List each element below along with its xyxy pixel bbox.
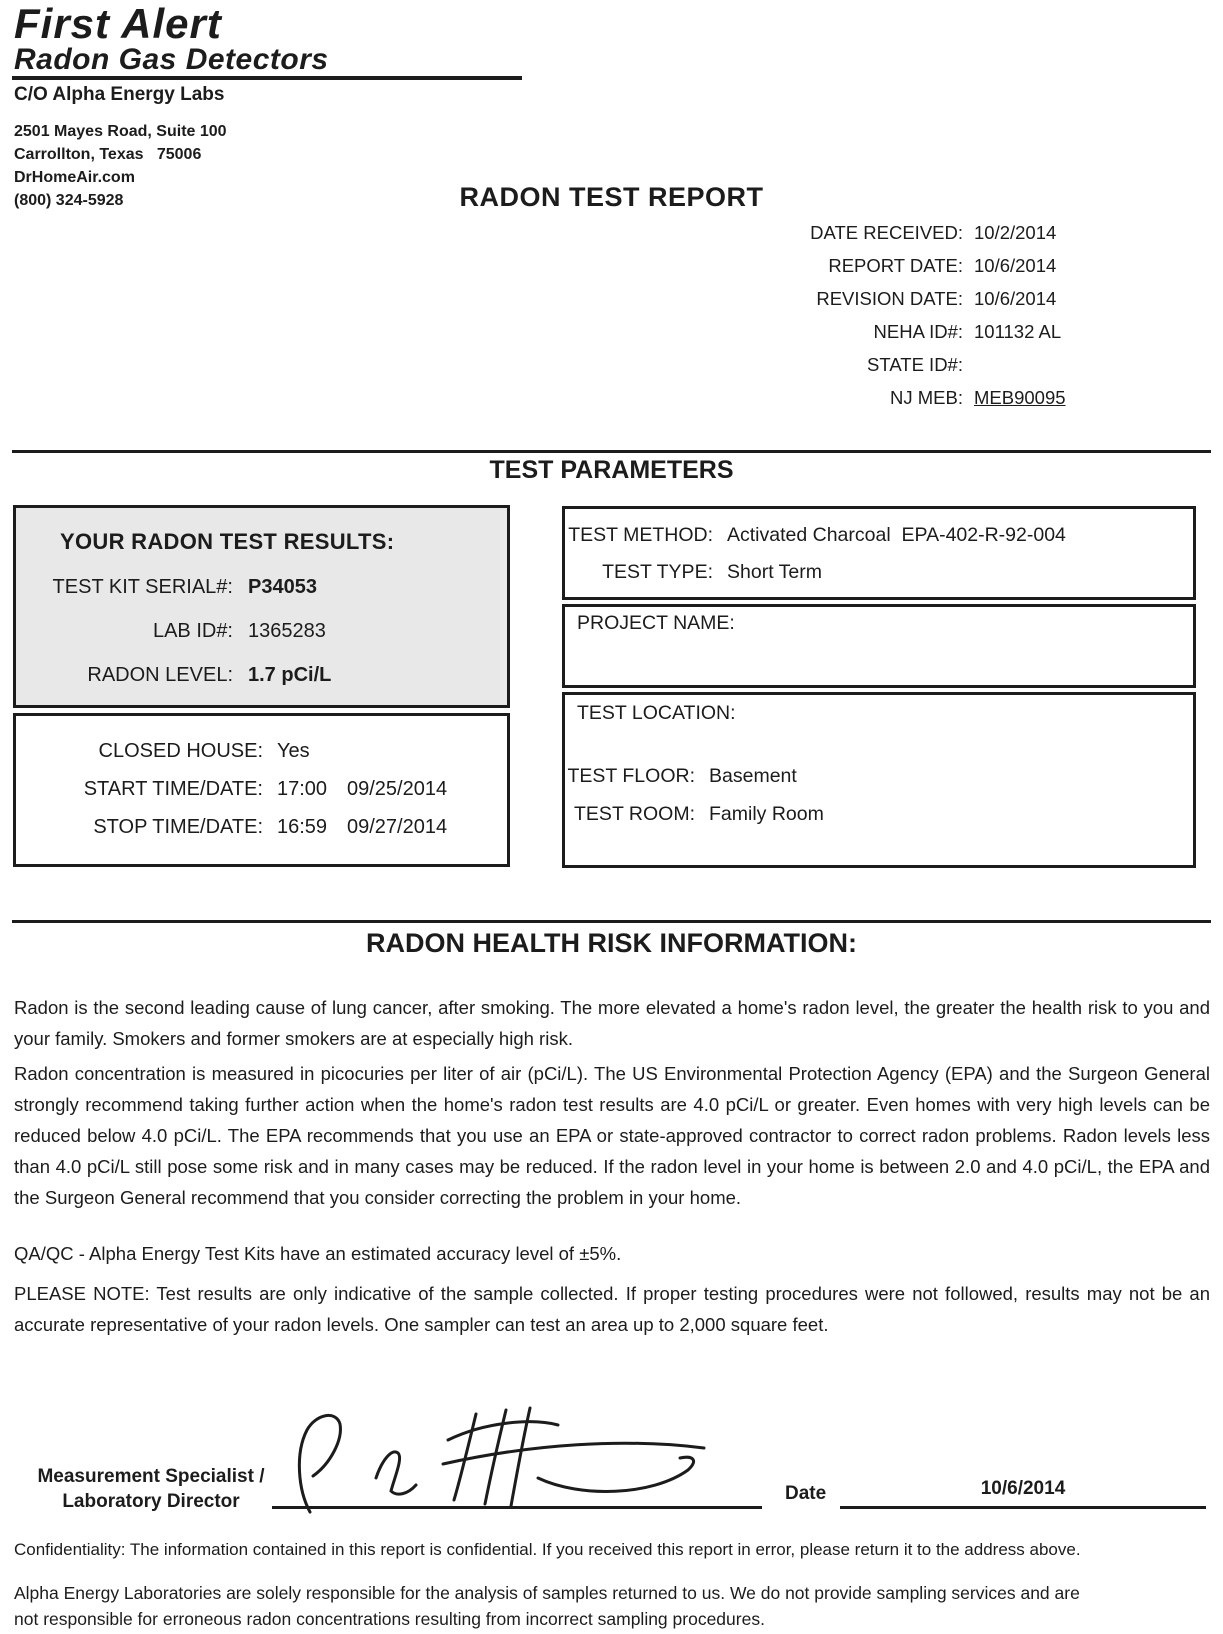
field-value: P34053 [248,576,317,598]
report-meta-block [640,222,1204,420]
field-value: 16:59 [277,816,328,838]
care-of-line: C/O Alpha Energy Labs [14,84,225,105]
field-label: TEST ROOM: [574,803,695,825]
meta-row-neha-id [640,321,1204,354]
row-test-type [565,561,1193,584]
test-method-box [562,506,1196,600]
page-title: RADON TEST REPORT [459,182,764,212]
field-value: Basement [709,765,797,787]
address-line-2: Carrollton, Texas 75006 [14,146,202,163]
location-rows [565,765,1193,826]
row-lab-id [16,620,507,643]
brand-name: First Alert [14,0,222,47]
meta-label: DATE RECEIVED: [810,222,963,243]
field-label: TEST METHOD: [568,524,713,546]
method-rows [565,524,1193,584]
meta-label: NEHA ID#: [873,321,963,342]
brand-block [14,2,329,76]
row-test-kit-serial [16,576,507,599]
field-label: TEST TYPE: [602,561,713,583]
meta-value: 10/6/2014 [974,288,1057,309]
field-label: CLOSED HOUSE: [98,740,263,762]
test-location-box [562,692,1196,868]
brand-divider [12,76,522,80]
row-start-time-date [16,778,507,801]
row-radon-level [16,664,507,687]
qaqc-statement: QA/QC - Alpha Energy Test Kits have an estimated accuracy level of ±5%. [14,1243,622,1264]
field-value: Short Term [727,561,823,583]
section-divider [12,450,1211,453]
section-title-health-risk: RADON HEALTH RISK INFORMATION: [366,928,857,958]
test-timing-box [13,713,510,867]
row-stop-time-date [16,816,507,839]
signer-role-line-2: Laboratory Director [62,1491,240,1512]
date-line [840,1506,1206,1509]
meta-row-report-date [640,255,1204,288]
field-label: TEST FLOOR: [567,765,695,787]
project-name-box [562,604,1196,688]
row-test-method [565,524,1193,547]
meta-value: MEB90095 [974,387,1066,408]
field-value-2: 09/25/2014 [347,778,448,800]
meta-row-revision-date [640,288,1204,321]
field-value: 17:00 [277,778,328,800]
health-risk-paragraph-2: Radon concentration is measured in picocuries per liter of air (pCi/L). The US Environmental Protection Agency (EPA) and the Surgeon General strongly recommend taking further action when the home's radon test results are 4.0 pCi/L or greater. Even homes with very high levels can be reduced below 4.0 pCi/L. The EPA recommends that you use an EPA or state-approved contractor to correct radon problems. Radon levels less than 4.0 pCi/L still pose some risk and in many cases may be reduced. If the radon level in your home is between 2.0 and 4.0 pCi/L, the EPA and the Surgeon General recommend that you consider correcting the problem in your home. [14,1063,1210,1208]
field-value: 1365283 [248,620,326,642]
signature-line [272,1506,762,1509]
field-value-2: 09/27/2014 [347,816,448,838]
field-value: Family Room [709,803,824,825]
field-label: RADON LEVEL: [87,664,233,686]
signature-date-value: 10/6/2014 [980,1478,1066,1499]
signature-handwriting [280,1398,750,1516]
row-closed-house [16,740,507,763]
meta-value: 101132 AL [974,321,1062,342]
field-label: LAB ID#: [152,620,233,642]
meta-value: 10/2/2014 [974,222,1057,243]
lab-disclaimer: Alpha Energy Laboratories are solely responsible for the analysis of samples returned to us. We do not provide sampling services and are not responsible for erroneous radon concentrations resulting from incorrect sampling procedures. [14,1583,1080,1629]
meta-label: STATE ID#: [867,354,963,375]
meta-row-state-id [640,354,1204,387]
signer-role [22,1464,280,1514]
section-title-test-parameters: TEST PARAMETERS [489,456,734,484]
brand-tagline: Radon Gas Detectors [14,43,329,76]
radon-results-box [13,505,510,708]
meta-row-nj-meb [640,387,1204,420]
row-test-room [565,803,1193,826]
phone-line: (800) 324-5928 [14,192,124,209]
meta-value: 10/6/2014 [974,255,1057,276]
test-location-label: TEST LOCATION: [577,702,736,724]
signer-role-line-1: Measurement Specialist / [37,1466,265,1487]
field-label: TEST KIT SERIAL#: [52,576,233,598]
project-name-label: PROJECT NAME: [577,612,735,634]
please-note-paragraph: PLEASE NOTE: Test results are only indicative of the sample collected. If proper testing procedures were not followed, results may not be an accurate representative of your radon levels. One sampler can test an area up to 2,000 square feet. [14,1283,1210,1335]
row-test-floor [565,765,1193,788]
health-risk-paragraph-1: Radon is the second leading cause of lung cancer, after smoking. The more elevated a home's radon level, the greater the health risk to you and your family. Smokers and former smokers are at especially high risk. [14,997,1210,1049]
field-label: START TIME/DATE: [83,778,263,800]
timing-rows [16,740,507,839]
results-rows [16,576,507,687]
website-line: DrHomeAir.com [14,169,135,186]
confidentiality-note: Confidentiality: The information contained in this report is confidential. If you received this report in error, please return it to the address above. [14,1540,1081,1559]
meta-label: REVISION DATE: [816,288,963,309]
results-box-title: YOUR RADON TEST RESULTS: [60,529,395,554]
date-label: Date [785,1483,827,1504]
section-divider [12,920,1211,923]
field-label: STOP TIME/DATE: [93,816,263,838]
meta-label: REPORT DATE: [828,255,963,276]
address-line-1: 2501 Mayes Road, Suite 100 [14,123,227,140]
meta-label: NJ MEB: [890,387,963,408]
field-value: Yes [277,740,310,762]
meta-row-date-received [640,222,1204,255]
field-value: 1.7 pCi/L [248,664,332,686]
field-value: Activated Charcoal EPA-402-R-92-004 [727,524,1066,546]
